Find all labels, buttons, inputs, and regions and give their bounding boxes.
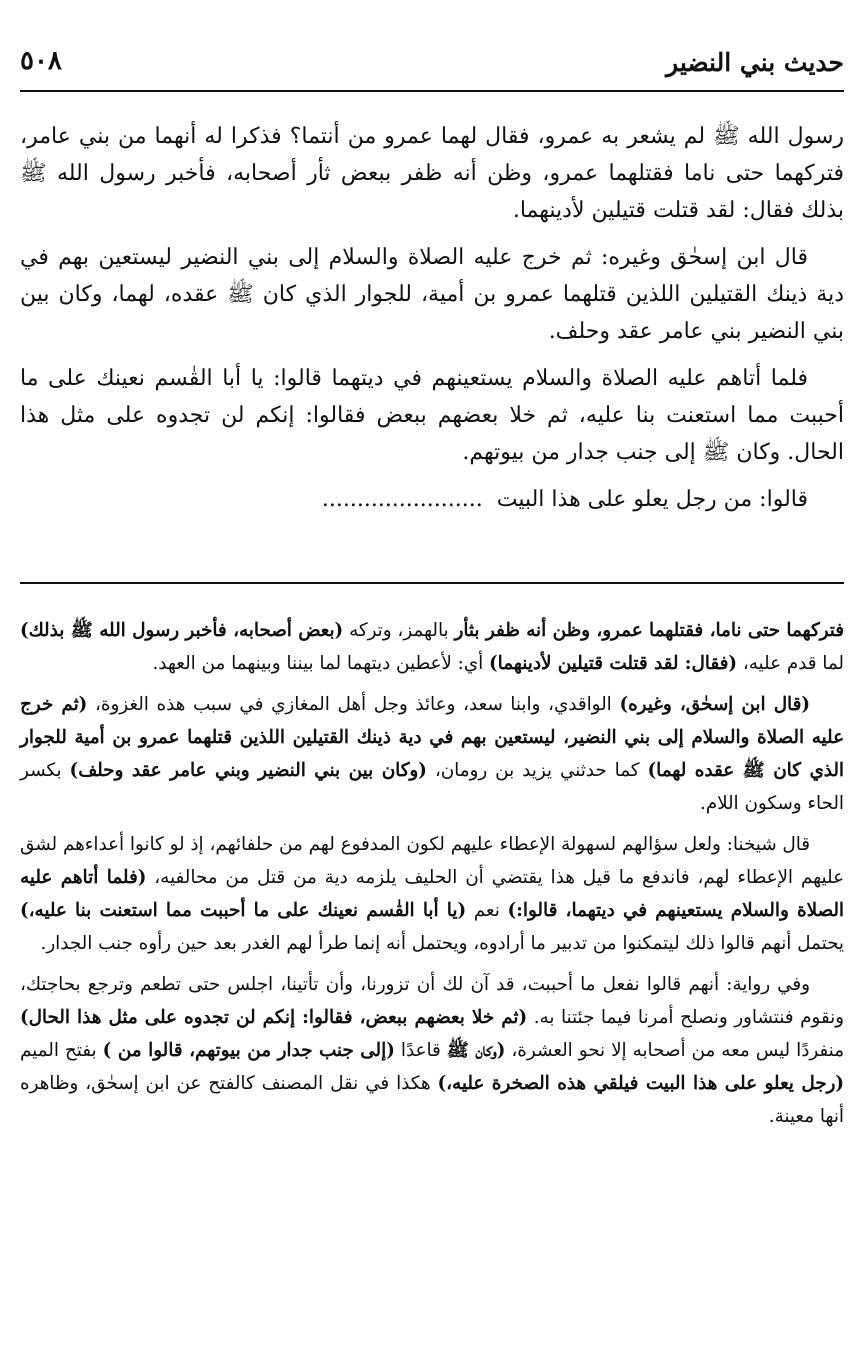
commentary-text-run: بالهمز، وتركه xyxy=(343,620,455,641)
main-text xyxy=(20,118,844,518)
main-paragraph-2: قال ابن إسحٰق وغيره: ثم خرج عليه الصلاة والسلام إلى بني النضير ليستعين بهم في دية ذينك القتيلين اللذين قتلهما عمرو بن أمية، للجوار الذي كان ﷺ عقده، لهما، وكان بين بني النضير بني عامر عقد وحلف. xyxy=(20,245,844,344)
main-paragraph-3: فلما أتاهم عليه الصلاة والسلام يستعينهم في ديتهما قالوا: يا أبا القٰسم نعينك على ما أحببت مما استعنت بنا عليه، ثم خلا بعضهم ببعض فقالوا: إنكم لن تجدوه على مثل هذا الحال. وكان ﷺ إلى جنب جدار من بيوتهم. xyxy=(20,366,844,465)
commentary-paragraph-2 xyxy=(20,688,844,820)
commentary-text-run: بكسر الحاء وسكون اللام. xyxy=(20,760,844,814)
commentary-paragraph-3 xyxy=(20,828,844,960)
main-paragraph-4 xyxy=(20,481,844,518)
commentary-text-run: قاعدًا xyxy=(394,1040,447,1061)
section-divider xyxy=(20,582,844,584)
quoted-text: (قال ابن إسحٰق، وغيره) xyxy=(619,694,810,715)
commentary-text xyxy=(20,614,844,1141)
main-paragraph-4-text: قالوا: من رجل يعلو على هذا البيت xyxy=(496,487,808,512)
quoted-text: فتركهما حتى ناما، فقتلهما عمرو، وظن أنه ظفر بثأر xyxy=(454,620,844,641)
commentary-text-run: يحتمل أنهم قالوا ذلك ليتمكنوا من تدبير ما أرادوه، ويحتمل أنه إنما طرأ لهم الغدر بعد حين رأوه جنب الجدار. xyxy=(40,933,844,954)
quoted-text: (وكان بين بني النضير وبني عامر عقد وحلف) xyxy=(69,760,427,781)
commentary-paragraph-1 xyxy=(20,614,844,680)
commentary-text-run: كما حدثني يزيد بن رومان، xyxy=(426,760,648,781)
quoted-text: (بعض أصحابه، فأخبر رسول الله ﷺ بذلك) xyxy=(20,620,344,641)
commentary-text-run: نعم xyxy=(466,900,508,921)
commentary-paragraph-4 xyxy=(20,968,844,1133)
quoted-text: (ثم خلا بعضهم ببعض، فقالوا: إنكم لن تجدوه على مثل هذا الحال) xyxy=(20,1007,528,1028)
quoted-text: (وكان ﷺ xyxy=(446,1040,506,1061)
quoted-text: (يا أبا القٰسم نعينك على ما أحببت مما استعنت بنا عليه،) xyxy=(20,900,467,921)
commentary-text-run: منفردًا ليس معه من أصحابه إلا نحو العشرة، xyxy=(505,1040,844,1061)
commentary-text-run: أي: لأعطين ديتهما لما بيننا وبينهما من العهد. xyxy=(152,653,489,674)
page-number: ٥٠٨ xyxy=(20,46,62,76)
quoted-text: (رجل يعلو على هذا البيت فيلقي هذه الصخرة عليه،) xyxy=(437,1073,844,1094)
quoted-text: (فقال: لقد قتلت قتيلين لأدينهما) xyxy=(489,653,738,674)
quoted-text: (ثم خرج عليه الصلاة والسلام إلى بني النضير، ليستعين بهم في دية ذينك القتيلين اللذين قتلهما عمرو بن أمية للجوار الذي كان ﷺ عقده لهما) xyxy=(20,694,845,781)
commentary-text-run: قال شيخنا: ولعل سؤالهم لسهولة الإعطاء عليهم لكون المدفوع لهم من حلفائهم، إذ لو كانوا أعداءهم لشق عليهم الإعطاء لهم، فاندفع ما قيل هذا يقتضي أن الحليف يلزمه دية من قتل من محالفيه، xyxy=(20,834,844,888)
commentary-text-run: هكذا في نقل المصنف كالفتح عن ابن إسحٰق، وظاهره أنها معينة. xyxy=(20,1073,844,1127)
quoted-text: (فلما أتاهم عليه الصلاة والسلام يستعينهم في ديتهما، قالوا:) xyxy=(20,867,844,921)
ellipsis-dots: ....................... xyxy=(321,487,483,512)
commentary-text-run: وفي رواية: أنهم قالوا نفعل ما أحببت، قد آن لك أن تزورنا، وأن تأتينا، اجلس حتى تطعم وترجع بحاجتك، ونقوم فنتشاور ونصلح أمرنا فيما جئتنا به. xyxy=(20,974,844,1028)
commentary-text-run: لما قدم عليه، xyxy=(737,653,844,674)
page-header xyxy=(20,42,844,92)
running-title: حديث بني النضير xyxy=(666,48,844,77)
commentary-text-run: الواقدي، وابنا سعد، وعائذ وجل أهل المغازي في سبب هذه الغزوة، xyxy=(87,694,620,715)
quoted-text: (إلى جنب جدار من بيوتهم، قالوا من ) xyxy=(102,1040,395,1061)
commentary-text-run: بفتح الميم xyxy=(20,1040,103,1061)
main-paragraph-1: رسول الله ﷺ لم يشعر به عمرو، فقال لهما عمرو من أنتما؟ فذكرا له أنهما من بني عامر، فتركهما حتى ناما فقتلهما عمرو، وظن أنه ظفر ببعض ثأر أصحابه، فأخبر رسول الله ﷺ بذلك فقال: لقد قتلت قتيلين لأدينهما. xyxy=(20,124,844,223)
